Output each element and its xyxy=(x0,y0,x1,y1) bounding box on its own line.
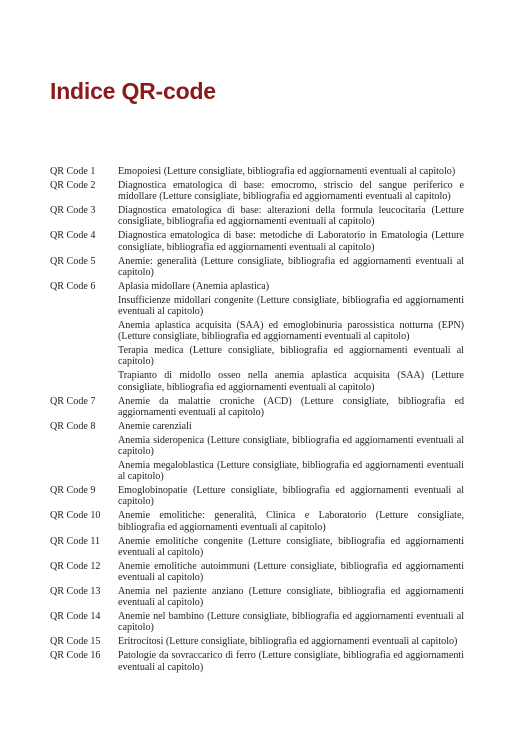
entry-description: Terapia medica (Letture consigliate, bibliografia ed aggiornamenti eventuali al capitolo) xyxy=(118,345,464,368)
index-entry xyxy=(50,281,464,396)
entry-description: Emopoiesi (Letture consigliate, bibliografia ed aggiornamenti eventuali al capitolo) xyxy=(118,166,456,177)
entry-descriptions xyxy=(118,485,464,510)
entry-description: Anemie: generalità (Letture consigliate, bibliografia ed aggiornamenti eventuali al capitolo) xyxy=(118,255,464,278)
index-entry xyxy=(50,205,464,230)
entry-descriptions xyxy=(118,396,464,421)
entry-descriptions xyxy=(118,636,464,650)
entry-description: Diagnostica ematologica di base: emocromo, striscio del sangue periferico e midollare (Letture consigliate, bibliografia ed aggiornamenti eventuali al capitolo) xyxy=(118,180,464,203)
entry-descriptions xyxy=(118,650,464,675)
entry-descriptions xyxy=(118,561,464,586)
index-entry xyxy=(50,510,464,535)
entry-description: Anemie emolitiche congenite (Letture consigliate, bibliografia ed aggiornamenti eventuali al capitolo) xyxy=(118,535,464,558)
entry-description: Trapianto di midollo osseo nella anemia aplastica acquisita (SAA) (Letture consigliate, bibliografia ed aggiornamenti eventuali al capitolo) xyxy=(118,370,464,393)
qr-code-label: QR Code 12 xyxy=(50,560,101,572)
entry-description: Anemie emolitiche: generalità, Clinica e Laboratorio (Letture consigliate, bibliografia ed aggiornamenti eventuali al capitolo) xyxy=(118,510,464,533)
entry-description: Anemia aplastica acquisita (SAA) ed emoglobinuria parossistica notturna (EPN) (Letture consigliate, bibliografia ed aggiornamenti eventuali al capitolo) xyxy=(118,320,464,343)
qr-code-label: QR Code 1 xyxy=(50,166,96,177)
entry-descriptions xyxy=(118,536,464,561)
page-title: Indice QR-code xyxy=(50,78,216,104)
entry-description: Diagnostica ematologica di base: alterazioni della formula leucocitaria (Letture consigliate, bibliografia ed aggiornamenti eventuali al capitolo) xyxy=(118,205,464,228)
entry-descriptions xyxy=(118,421,464,485)
qr-code-label: QR Code 9 xyxy=(50,485,96,497)
index-entry xyxy=(50,230,464,255)
index-entry xyxy=(50,536,464,561)
index-entry xyxy=(50,166,464,180)
entry-description: Insufficienze midollari congenite (Letture consigliate, bibliografia ed aggiornamenti eventuali al capitolo) xyxy=(118,294,464,318)
entry-description: Emoglobinopatie (Letture consigliate, bibliografia ed aggiornamenti eventuali al capitolo) xyxy=(118,485,464,508)
index-entry xyxy=(50,256,464,281)
index-entry xyxy=(50,485,464,510)
entry-description: Diagnostica ematologica di base: metodiche di Laboratorio in Ematologia (Letture consigliate, bibliografia ed aggiornamenti eventuali al capitolo) xyxy=(118,230,464,253)
entry-description: Anemia sideropenica (Letture consigliate, bibliografia ed aggiornamenti eventuali al capitolo) xyxy=(118,434,464,458)
qr-code-label: QR Code 11 xyxy=(50,535,101,547)
entry-descriptions xyxy=(118,256,464,281)
entry-descriptions xyxy=(118,230,464,255)
index-entry xyxy=(50,586,464,611)
qr-code-label: QR Code 3 xyxy=(50,205,96,217)
qr-code-label: QR Code 6 xyxy=(50,280,96,292)
entry-descriptions xyxy=(118,205,464,230)
qr-code-label: QR Code 5 xyxy=(50,255,96,267)
qr-code-index xyxy=(50,166,464,676)
qr-code-label: QR Code 7 xyxy=(50,395,96,407)
index-entry xyxy=(50,421,464,485)
qr-code-label: QR Code 4 xyxy=(50,230,96,242)
qr-code-label: QR Code 8 xyxy=(50,420,96,432)
index-entry xyxy=(50,650,464,675)
entry-description: Anemia nel paziente anziano (Letture consigliate, bibliografia ed aggiornamenti eventuali al capitolo) xyxy=(118,586,464,609)
entry-description: Anemie carenziali xyxy=(118,420,192,432)
entry-description: Anemie nel bambino (Letture consigliate, bibliografia ed aggiornamenti eventuali al capitolo) xyxy=(118,611,464,634)
index-entry xyxy=(50,611,464,636)
entry-description: Eritrocitosi (Letture consigliate, bibliografia ed aggiornamenti eventuali al capitolo) xyxy=(118,636,458,648)
entry-description: Anemie emolitiche autoimmuni (Letture consigliate, bibliografia ed aggiornamenti eventuali al capitolo) xyxy=(118,560,464,584)
entry-descriptions xyxy=(118,586,464,611)
qr-code-label: QR Code 15 xyxy=(50,636,101,648)
entry-description: Patologie da sovraccarico di ferro (Letture consigliate, bibliografia ed aggiornamenti eventuali al capitolo) xyxy=(118,650,464,673)
index-entry xyxy=(50,180,464,205)
qr-code-label: QR Code 10 xyxy=(50,510,101,522)
entry-description: Aplasia midollare (Anemia aplastica) xyxy=(118,280,270,292)
entry-description: Anemie da malattie croniche (ACD) (Letture consigliate, bibliografia ed aggiornamenti eventuali al capitolo) xyxy=(118,395,464,418)
entry-descriptions xyxy=(118,180,464,205)
qr-code-label: QR Code 2 xyxy=(50,180,96,191)
entry-description: Anemia megaloblastica (Letture consigliate, bibliografia ed aggiornamenti eventuali al capitolo) xyxy=(118,460,464,483)
index-entry xyxy=(50,396,464,421)
index-entry xyxy=(50,561,464,586)
qr-code-label: QR Code 13 xyxy=(50,586,101,598)
entry-descriptions xyxy=(118,510,464,535)
entry-descriptions xyxy=(118,166,464,180)
qr-code-label: QR Code 16 xyxy=(50,650,101,662)
qr-code-label: QR Code 14 xyxy=(50,611,101,623)
entry-descriptions xyxy=(118,281,464,396)
entry-descriptions xyxy=(118,611,464,636)
index-entry xyxy=(50,636,464,650)
